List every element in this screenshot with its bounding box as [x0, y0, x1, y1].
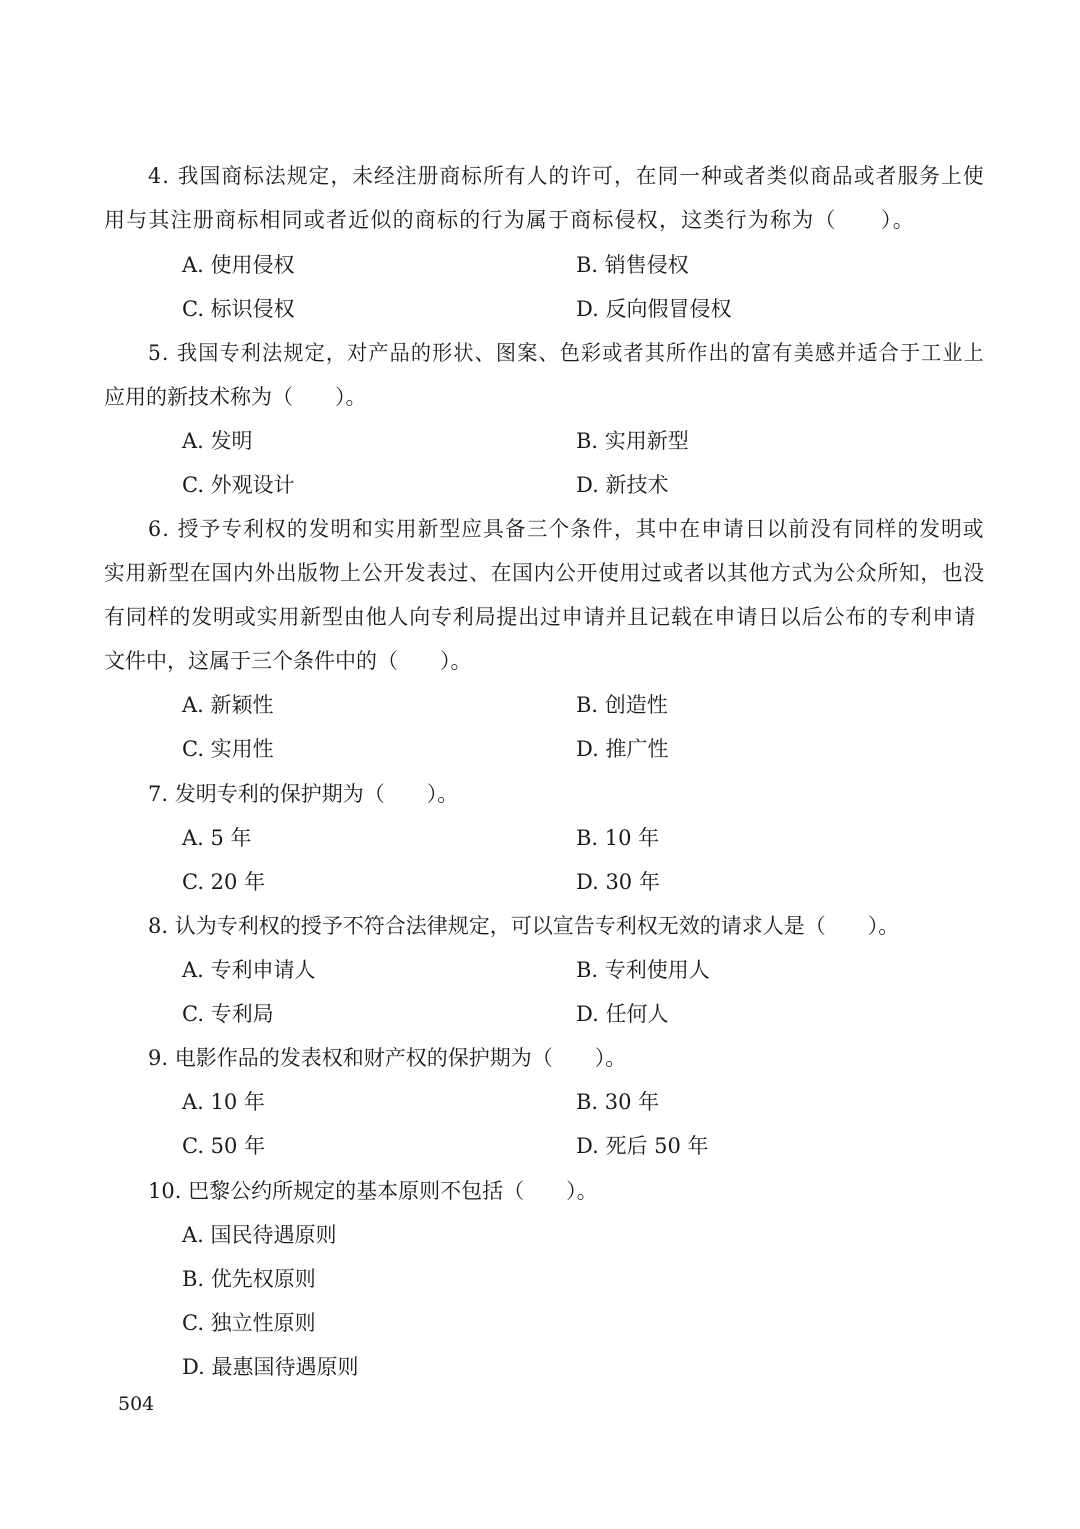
question-8-text: 8. 认为专利权的授予不符合法律规定，可以宣告专利权无效的请求人是（ ）。: [148, 914, 900, 938]
question-5-option-a: A. 发明: [182, 429, 253, 453]
question-10-option-d: D. 最惠国待遇原则: [182, 1355, 359, 1379]
question-4-text-line-1: 4. 我国商标法规定，未经注册商标所有人的许可，在同一种或者类似商品或者服务上使: [148, 164, 985, 188]
question-10-text: 10. 巴黎公约所规定的基本原则不包括（ ）。: [148, 1179, 598, 1203]
question-8-option-d: D. 任何人: [576, 1002, 669, 1026]
question-5-text-line-2: 应用的新技术称为（ ）。: [104, 385, 367, 409]
question-5-option-b: B. 实用新型: [576, 429, 689, 453]
question-5-option-c: C. 外观设计: [182, 473, 295, 497]
question-6-option-b: B. 创造性: [576, 693, 668, 717]
question-7-option-c: C. 20 年: [182, 870, 266, 894]
question-10-option-b: B. 优先权原则: [182, 1267, 316, 1291]
question-4-option-b: B. 销售侵权: [576, 253, 689, 277]
question-6-option-c: C. 实用性: [182, 737, 274, 761]
question-7-text: 7. 发明专利的保护期为（ ）。: [148, 782, 459, 806]
question-6-text-line-2: 实用新型在国内外出版物上公开发表过、在国内公开使用过或者以其他方式为公众所知，也没: [104, 561, 985, 585]
question-10-option-a: A. 国民待遇原则: [182, 1223, 337, 1247]
question-9-text: 9. 电影作品的发表权和财产权的保护期为（ ）。: [148, 1046, 627, 1070]
question-5-option-d: D. 新技术: [576, 473, 669, 497]
page-number: 504: [118, 1393, 155, 1415]
question-6-text-line-3: 有同样的发明或实用新型由他人向专利局提出过申请并且记载在申请日以后公布的专利申请: [104, 605, 976, 629]
question-5-text-line-1: 5. 我国专利法规定，对产品的形状、图案、色彩或者其所作出的富有美感并适合于工业上: [148, 341, 985, 365]
question-8-option-c: C. 专利局: [182, 1002, 274, 1026]
question-10-option-c: C. 独立性原则: [182, 1311, 316, 1335]
question-4-option-d: D. 反向假冒侵权: [576, 297, 732, 321]
question-8-option-b: B. 专利使用人: [576, 958, 710, 982]
question-9-option-b: B. 30 年: [576, 1090, 660, 1114]
question-4-option-a: A. 使用侵权: [182, 253, 295, 277]
question-6-text-line-1: 6. 授予专利权的发明和实用新型应具备三个条件，其中在申请日以前没有同样的发明或: [148, 517, 985, 541]
question-8-option-a: A. 专利申请人: [182, 958, 316, 982]
question-7-option-b: B. 10 年: [576, 826, 660, 850]
question-9-option-a: A. 10 年: [182, 1090, 265, 1114]
question-4-option-c: C. 标识侵权: [182, 297, 295, 321]
question-7-option-a: A. 5 年: [182, 826, 252, 850]
question-6-option-d: D. 推广性: [576, 737, 669, 761]
question-9-option-c: C. 50 年: [182, 1134, 266, 1158]
question-4-text-line-2: 用与其注册商标相同或者近似的商标的行为属于商标侵权，这类行为称为（ ）。: [104, 208, 915, 232]
question-6-option-a: A. 新颖性: [182, 693, 274, 717]
question-9-option-d: D. 死后 50 年: [576, 1134, 709, 1158]
question-6-text-line-4: 文件中，这属于三个条件中的（ ）。: [104, 649, 472, 673]
question-7-option-d: D. 30 年: [576, 870, 660, 894]
